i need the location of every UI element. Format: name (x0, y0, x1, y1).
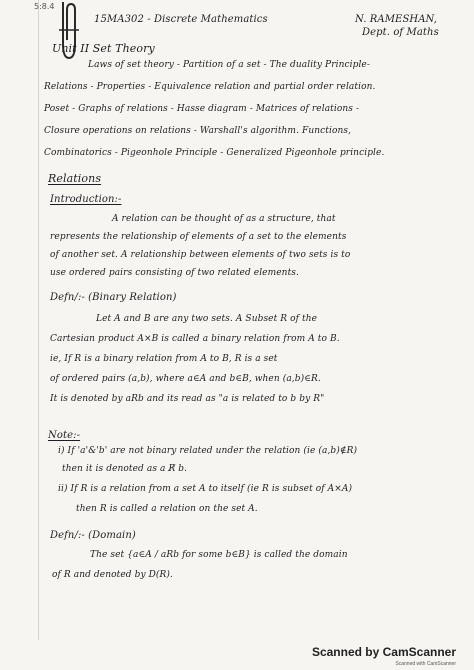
definition-line: ie, If R is a binary relation from A to B, R is a set (50, 354, 278, 364)
note-line: then it is denoted as a R̸ b. (62, 464, 188, 474)
author-dept: Dept. of Maths (362, 27, 439, 38)
unit-title: Unit II Set Theory (52, 42, 155, 55)
intro-line: use ordered pairs consisting of two related elements. (50, 268, 299, 278)
author-name: N. RAMESHAN, (355, 14, 438, 25)
margin-line (38, 0, 39, 640)
syllabus-line: Poset - Graphs of relations - Hasse diagram - Matrices of relations - (44, 104, 360, 114)
introduction-label: Introduction:- (50, 194, 122, 205)
definition-line: It is denoted by aRb and its read as "a is related to b by R" (50, 394, 325, 404)
syllabus-line: Closure operations on relations - Warshall's algorithm. Functions, (44, 126, 352, 136)
relations-heading: Relations (48, 172, 102, 185)
scan-badge: 5:8.4 (34, 2, 55, 11)
definition-binary-label: Defn/:- (Binary Relation) (50, 292, 177, 303)
note-line: ii) If R is a relation from a set A to itself (ie R is subset of A×A) (58, 484, 353, 494)
camscanner-footer (312, 645, 456, 667)
camscanner-small-label: Scanned with CamScanner (395, 661, 456, 667)
syllabus-line: Relations - Properties - Equivalence relation and partial order relation. (44, 82, 376, 92)
syllabus-line: Laws of set theory - Partition of a set - The duality Principle- (88, 60, 370, 70)
definition-line: Let A and B are any two sets. A Subset R of the (96, 314, 318, 324)
note-line: then R is called a relation on the set A. (76, 504, 258, 514)
definition-line: of R and denoted by D(R). (52, 570, 173, 580)
definition-domain-label: Defn/:- (Domain) (50, 530, 136, 541)
intro-line: A relation can be thought of as a structure, that (112, 214, 336, 224)
course-title: 15MA302 - Discrete Mathematics (94, 14, 268, 25)
definition-line: The set {a∈A / aRb for some b∈B} is called the domain (90, 550, 348, 560)
camscanner-label: Scanned by CamScanner (311, 645, 456, 659)
note-label: Note:- (48, 430, 81, 441)
intro-line: represents the relationship of elements of a set to the elements (50, 232, 347, 242)
definition-line: of ordered pairs (a,b), where a∈A and b∈B, when (a,b)∈R. (50, 374, 321, 384)
intro-line: of another set. A relationship between elements of two sets is to (50, 250, 351, 260)
note-line: i) If 'a'&'b' are not binary related under the relation (ie (a,b)∉R) (58, 446, 358, 456)
definition-line: Cartesian product A×B is called a binary relation from A to B. (50, 334, 340, 344)
syllabus-line: Combinatorics - Pigeonhole Principle - Generalized Pigeonhole principle. (44, 148, 385, 158)
